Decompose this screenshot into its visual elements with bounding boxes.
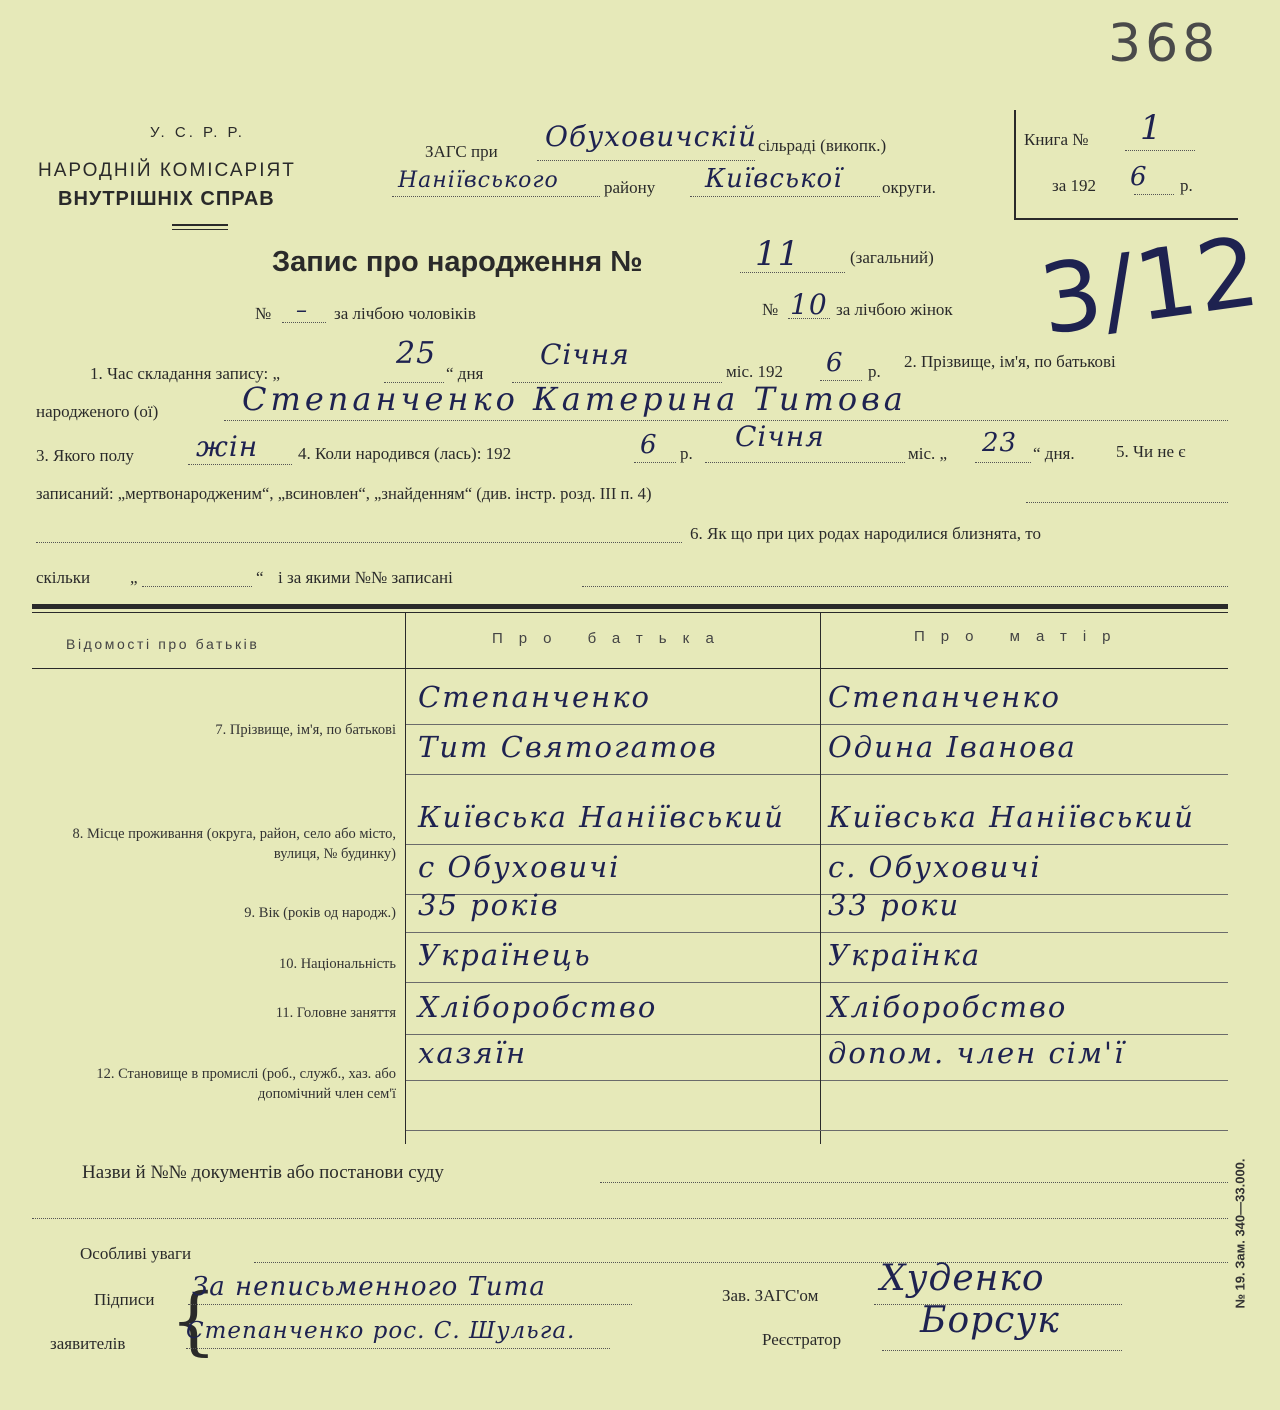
- signatures-label: Підписи: [94, 1290, 155, 1309]
- header-underline-2: [172, 229, 228, 230]
- district-suffix: району: [604, 178, 656, 197]
- ministry-line1: НАРОДНІЙ КОМІСАРІЯТ: [38, 160, 296, 181]
- head-label: Зав. ЗАГС'ом: [722, 1286, 819, 1305]
- mother-entry-line: [821, 1080, 1228, 1081]
- women-count-label: за лічбою жінок: [836, 300, 953, 319]
- f4-year-suffix: р.: [680, 444, 693, 463]
- f1-year: 6: [826, 348, 844, 378]
- f2-label: 2. Прізвище, ім'я, по батькові: [904, 352, 1116, 371]
- mother-entry-line: [821, 724, 1228, 725]
- father-value: Степанченко: [418, 680, 652, 714]
- father-entry-line: [406, 1080, 820, 1081]
- registrar-signature: Борсук: [920, 1300, 1060, 1341]
- women-count-value: 10: [790, 288, 828, 321]
- book-year-digit: 6: [1130, 162, 1148, 192]
- f3-value: жін: [196, 430, 259, 463]
- col-divider-2: [820, 612, 821, 1144]
- col-header-father: Про батька: [492, 630, 730, 647]
- row-label: 8. Місце проживання (округа, район, село або місто, вулиця, № будинку): [72, 826, 396, 862]
- father-value: Тит Святогатов: [418, 730, 718, 764]
- mother-value: Степанченко: [828, 680, 1062, 714]
- row-label: 11. Головне заняття: [275, 1005, 396, 1021]
- mother-value: с. Обуховичі: [828, 850, 1042, 884]
- table-top-rule: [32, 604, 1228, 609]
- father-entry-line: [406, 774, 820, 775]
- documents-label: Назви й №№ документів або постанови суду: [82, 1162, 444, 1183]
- mother-value: Київська Наніївський: [828, 800, 1195, 834]
- row-label: 9. Вік (років од народж.): [244, 905, 396, 921]
- record-title: Запис про народження №: [272, 246, 643, 278]
- men-count-value: –: [296, 298, 308, 323]
- row-label: 7. Прізвище, ім'я, по батькові: [215, 722, 396, 738]
- men-count-prefix: №: [255, 304, 272, 323]
- f4-month-suffix: міс. „: [908, 444, 948, 463]
- father-entry-line: [406, 724, 820, 725]
- registrar-label: Реєстратор: [762, 1330, 842, 1349]
- table-header-rule: [32, 668, 1228, 669]
- book-year-prefix: за 192: [1052, 176, 1097, 195]
- mother-value: 33 роки: [828, 888, 961, 922]
- men-count-label: за лічбою чоловіків: [334, 304, 476, 323]
- father-entry-line: [406, 982, 820, 983]
- f2-value: Степанченко Катерина Титова: [242, 380, 907, 418]
- f6-label-cont2: і за якими №№ записані: [278, 568, 453, 587]
- applicants-label: заявителів: [50, 1334, 126, 1353]
- mother-entry-line: [821, 932, 1228, 933]
- father-value: Київська Наніївський: [418, 800, 785, 834]
- row-label: 10. Національність: [278, 956, 396, 972]
- table-top-rule-thin: [32, 612, 1228, 613]
- print-run-side-text: № 19. Зам. 340—33.000.: [1232, 1158, 1248, 1309]
- okrug-suffix: округи.: [882, 178, 936, 197]
- mother-value: допом. член сім'ї: [828, 1036, 1126, 1070]
- f4-day-suffix: “ дня.: [1033, 444, 1075, 463]
- f6-label: 6. Як що при цих родах народилися близнята, то: [690, 524, 1041, 543]
- f6-quote-open: „: [130, 568, 138, 587]
- f2-label-cont: народженого (ої): [36, 402, 159, 421]
- record-number: 11: [755, 234, 801, 274]
- col-header-info: Відомості про батьків: [66, 636, 260, 652]
- father-value: 35 років: [418, 888, 560, 922]
- ministry-line2: ВНУТРІШНІХ СПРАВ: [58, 188, 275, 210]
- district-value: Наніївського: [398, 168, 559, 193]
- mother-entry-line: [821, 774, 1228, 775]
- mother-entry-line: [821, 982, 1228, 983]
- republic-abbrev: У. С. Р. Р.: [150, 124, 245, 141]
- col-header-mother: Про матір: [914, 628, 1127, 645]
- f4-month: Січня: [735, 420, 825, 453]
- f5-label-cont: записаний: „мертвонародженим“, „всиновлен“, „знайденням“ (див. інстр. розд. III п. 4): [36, 484, 652, 503]
- f6-label-cont1: скільки: [36, 568, 91, 587]
- header-underline: [172, 224, 228, 226]
- f3-label: 3. Якого полу: [36, 446, 134, 465]
- applicant-signature-2: Степанченко рос. С. Шульга.: [186, 1318, 576, 1344]
- father-entry-line: [406, 1034, 820, 1035]
- f4-day: 23: [982, 428, 1018, 458]
- f5-label: 5. Чи не є: [1116, 442, 1186, 461]
- father-value: Українець: [418, 938, 592, 972]
- f1-month-suffix: міс. 192: [726, 362, 784, 381]
- okrug-value: Київської: [705, 164, 843, 194]
- father-value: Хліборобство: [418, 990, 658, 1024]
- col-divider-1: [405, 612, 406, 1144]
- f1-year-suffix: р.: [868, 362, 881, 381]
- mother-entry-line: [821, 844, 1228, 845]
- village-council-suffix: сільраді (викопк.): [758, 136, 887, 155]
- mother-entry-line: [821, 1034, 1228, 1035]
- general-label: (загальний): [850, 248, 934, 267]
- f4-year: 6: [640, 430, 658, 460]
- father-entry-line: [406, 932, 820, 933]
- mother-value: Одина Іванова: [828, 730, 1077, 764]
- book-number: 1: [1140, 108, 1163, 148]
- corner-inscription: 3/12: [1033, 215, 1267, 357]
- f1-label: 1. Час складання запису: „: [90, 364, 281, 383]
- book-box: [1014, 110, 1238, 220]
- mother-value: Українка: [828, 938, 982, 972]
- father-value: хазяїн: [418, 1036, 528, 1070]
- f4-label: 4. Коли народився (лась): 192: [298, 444, 512, 463]
- book-label: Книга №: [1024, 130, 1089, 149]
- f1-day: 25: [396, 336, 437, 371]
- row-label: 12. Становище в промислі (роб., служб., хаз. або допомічний член сем'ї: [96, 1066, 396, 1102]
- book-year-suffix: р.: [1180, 176, 1193, 195]
- head-signature: Худенко: [880, 1258, 1045, 1299]
- f1-month: Січня: [540, 338, 630, 371]
- father-entry-line: [406, 844, 820, 845]
- village-council-value: Обуховичскій: [545, 120, 758, 153]
- notes-label: Особливі уваги: [80, 1244, 192, 1263]
- father-value: с Обуховичі: [418, 850, 621, 884]
- archive-number: 368: [1108, 14, 1220, 74]
- zags-prefix: ЗАГС при: [425, 142, 498, 161]
- applicant-signature-1: За неписьменного Тита: [192, 1272, 546, 1302]
- signatures-brace: {: [170, 1278, 218, 1364]
- table-bottom-rule: [406, 1130, 1228, 1131]
- f6-quote-close: “: [256, 568, 264, 587]
- f1-day-suffix: “ дня: [446, 364, 484, 383]
- women-count-prefix: №: [762, 300, 779, 319]
- mother-value: Хліборобство: [828, 990, 1068, 1024]
